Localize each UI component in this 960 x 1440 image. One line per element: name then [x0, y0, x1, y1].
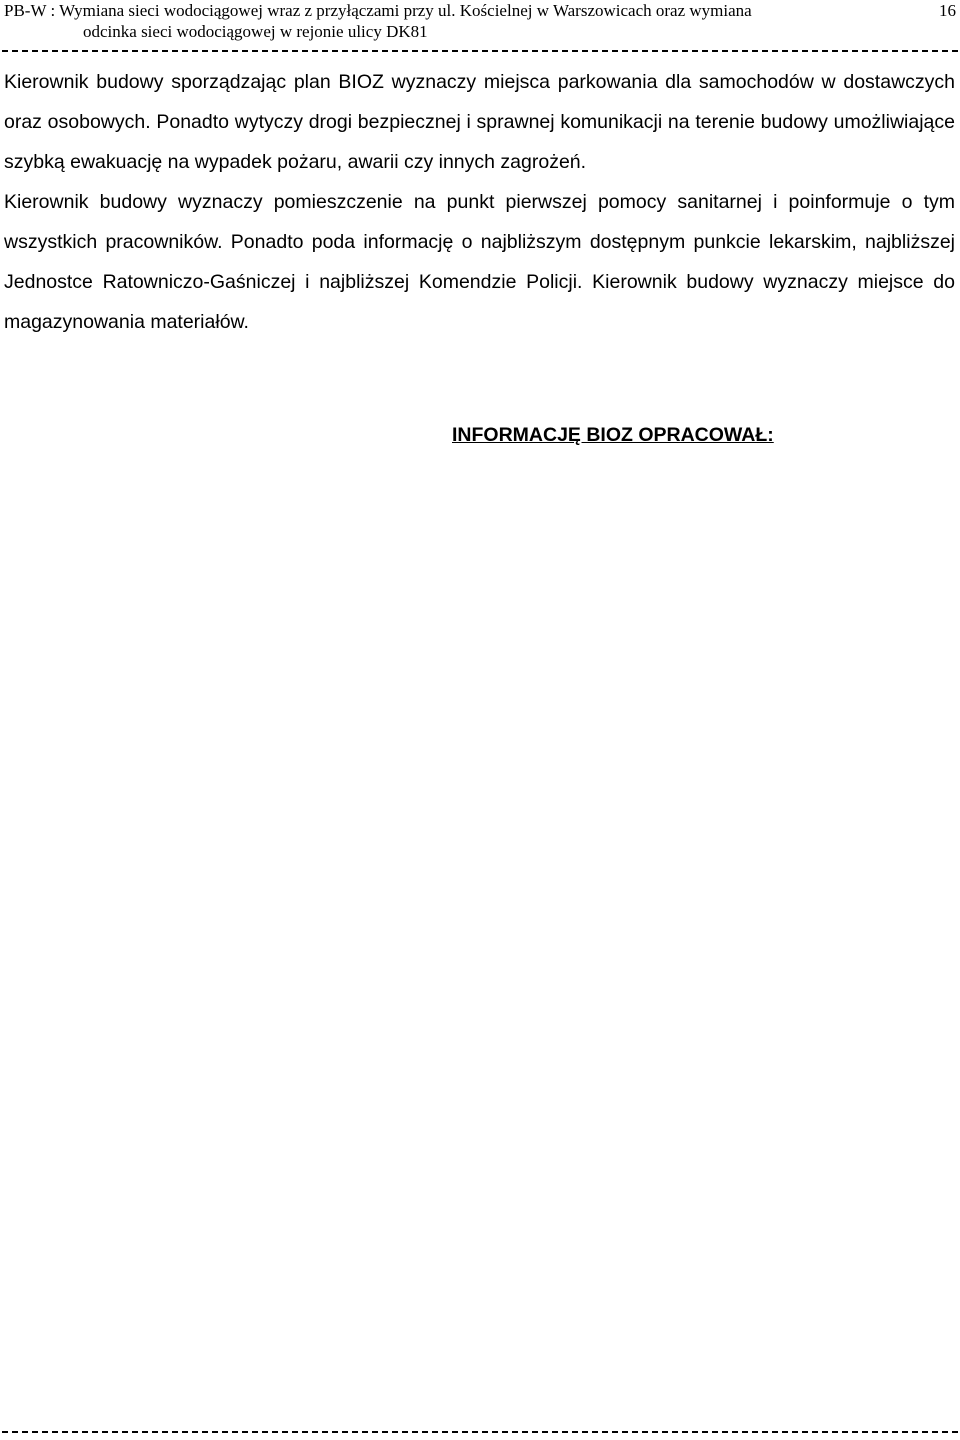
- header-title-line-2: odcinka sieci wodociągowej w rejonie ulicy DK81: [83, 22, 428, 41]
- paragraph-first-aid: Kierownik budowy wyznaczy pomieszczenie na punkt pierwszej pomocy sanitarnej i poinformuje o tym wszystkich pracowników. Ponadto poda informację o najbliższym dostępnym punkcie lekarskim, najbliższej Jednostce Ratowniczo-Gaśniczej i najbliższej Komendzie Policji. Kierownik budowy wyznaczy miejsce do magazynowania materiałów.: [4, 191, 955, 333]
- page-number: 16: [939, 1, 956, 20]
- document-header: [4, 0, 956, 42]
- header-divider: [2, 50, 958, 52]
- document-body: [4, 62, 955, 342]
- signature-heading: INFORMACJĘ BIOZ OPRACOWAŁ:: [452, 424, 774, 446]
- header-title-line-1: PB-W : Wymiana sieci wodociągowej wraz z przyłączami przy ul. Kościelnej w Warszowicach oraz wymiana: [4, 1, 752, 20]
- paragraph-parking-and-routes: Kierownik budowy sporządzając plan BIOZ wyznaczy miejsca parkowania dla samochodów w dostawczych oraz osobowych. Ponadto wytyczy drogi bezpiecznej i sprawnej komunikacji na terenie budowy umożliwiające szybką ewakuację na wypadek pożaru, awarii czy innych zagrożeń.: [4, 71, 955, 173]
- footer-divider: [2, 1431, 958, 1433]
